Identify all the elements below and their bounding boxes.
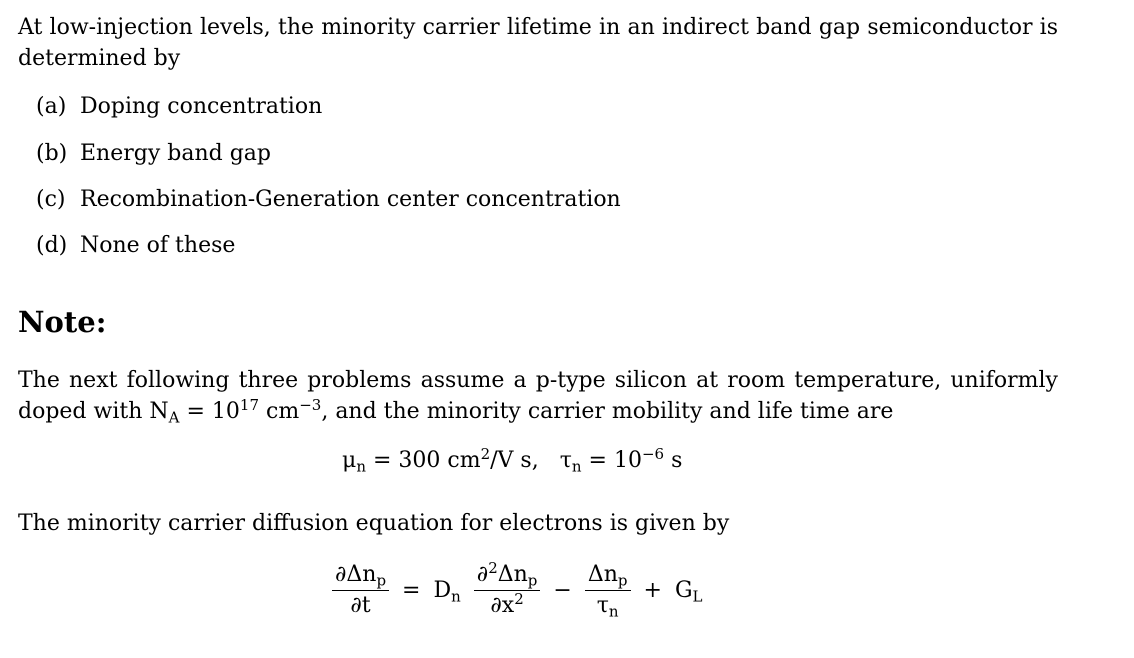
option-text: Doping concentration: [80, 94, 323, 119]
gen-symbol: G: [674, 578, 693, 603]
option-label: (b): [36, 141, 68, 166]
doping-unit: cm: [266, 399, 300, 424]
plus-sign: +: [643, 578, 662, 603]
second-derivative-fraction: [474, 558, 541, 619]
lhs-numerator: [332, 562, 389, 591]
mobility-symbol: μ: [342, 448, 357, 473]
parameters-equation: [342, 444, 683, 476]
lifetime-subscript: n: [571, 457, 582, 476]
lhs-numerator-sub: p: [376, 571, 387, 590]
option-label: (c): [36, 187, 66, 212]
partial-x-exponent: 2: [514, 589, 524, 608]
equals-sign: =: [186, 399, 205, 424]
note-paragraph-text: The next following three problems assume a p-type silicon at room temperature, uniformly doped with: [18, 368, 1058, 424]
option-text: Recombination-Generation center concentration: [80, 187, 621, 212]
equals-sign: =: [372, 448, 392, 473]
delta-n: Δn: [497, 562, 528, 587]
tau-subscript: n: [608, 602, 619, 621]
recombination-numerator: [585, 562, 631, 591]
lifetime-unit: s: [671, 448, 683, 473]
doping-exponent: 17: [239, 395, 260, 414]
note-heading: Note:: [18, 305, 107, 339]
partial-symbol: ∂: [476, 562, 489, 587]
diffusion-equation: [332, 558, 709, 621]
coef-subscript: n: [451, 587, 461, 606]
second-derivative-numerator: [474, 558, 541, 591]
lhs-denominator: ∂t: [350, 593, 371, 618]
option-d: [36, 230, 235, 261]
lifetime-symbol: τ: [559, 448, 572, 473]
partial-x: ∂x: [490, 593, 515, 618]
lhs-fraction: [332, 562, 389, 619]
doping-symbol: N: [149, 399, 169, 424]
lifetime-exponent: −6: [641, 444, 665, 463]
tau-symbol: τ: [596, 593, 609, 618]
equals-sign: =: [402, 578, 421, 603]
doping-unit-exponent: −3: [299, 395, 322, 414]
mobility-exponent: 2: [480, 444, 491, 463]
mobility-unit: /V s,: [490, 448, 539, 473]
question-text: At low-injection levels, the minority carrier lifetime in an indirect band gap semiconductor is determined by: [18, 15, 1058, 71]
option-label: (d): [36, 233, 68, 258]
option-b: [36, 138, 271, 169]
generation-term: [674, 578, 703, 606]
partial-exponent: 2: [488, 558, 498, 577]
option-text: Energy band gap: [80, 141, 271, 166]
note-paragraph-end: , and the minority carrier mobility and life time are: [321, 399, 894, 424]
lhs-numerator-text: ∂Δn: [335, 562, 377, 587]
delta-n-sub: p: [527, 571, 538, 590]
lifetime-base: 10: [613, 448, 642, 473]
coef-symbol: D: [433, 578, 452, 603]
equals-sign: =: [588, 448, 607, 473]
note-paragraph: [18, 365, 1058, 427]
second-derivative-denominator: [474, 591, 541, 619]
diffusion-coefficient: [433, 578, 461, 606]
option-a: [36, 91, 322, 122]
recombination-denominator: [585, 591, 631, 619]
delta-n-sub: p: [617, 571, 628, 590]
mobility-value: 300 cm: [398, 448, 481, 473]
doping-subscript: A: [168, 408, 180, 427]
doping-base: 10: [211, 399, 240, 424]
gen-subscript: L: [692, 587, 703, 606]
option-c: [36, 184, 621, 215]
mobility-subscript: n: [356, 457, 366, 476]
delta-n: Δn: [587, 562, 618, 587]
diffusion-intro: The minority carrier diffusion equation for electrons is given by: [18, 511, 730, 536]
minus-sign: −: [553, 578, 572, 603]
recombination-fraction: [585, 562, 631, 619]
option-text: None of these: [80, 233, 236, 258]
option-label: (a): [36, 94, 67, 119]
